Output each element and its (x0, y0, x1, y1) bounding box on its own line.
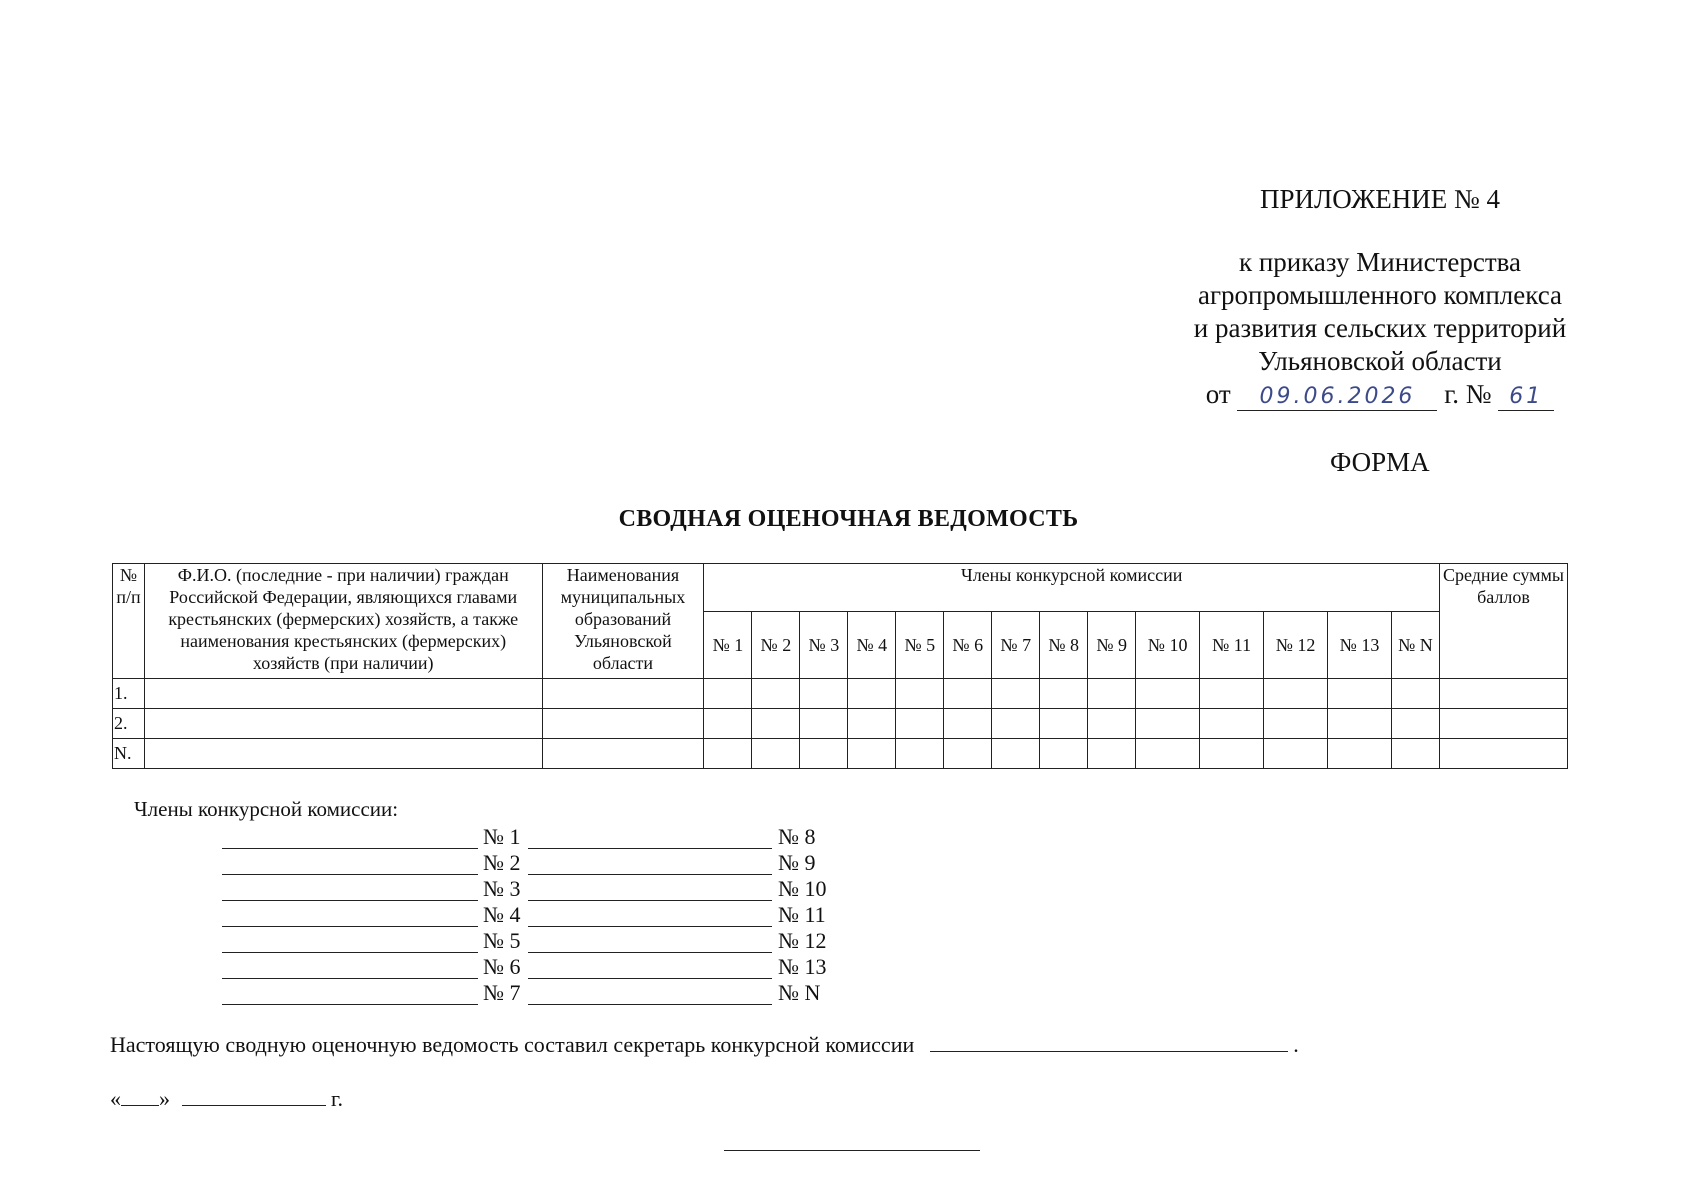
signature-line[interactable] (528, 848, 772, 849)
signature-member-label: № 6 (483, 954, 521, 979)
closing-line (724, 1150, 980, 1151)
appendix-title: ПРИЛОЖЕНИЕ № 4 (1259, 184, 1501, 214)
cell-score[interactable] (704, 708, 752, 738)
signature-line[interactable] (528, 978, 772, 979)
cell-score[interactable] (1040, 678, 1088, 708)
member-col-10: № 10 (1136, 612, 1200, 678)
member-col-13: № 13 (1328, 612, 1392, 678)
cell-score[interactable] (800, 708, 848, 738)
secretary-period: . (1293, 1032, 1299, 1057)
cell-score[interactable] (992, 738, 1040, 768)
cell-score[interactable] (848, 678, 896, 708)
date-quote-close: » (159, 1086, 170, 1111)
cell-score[interactable] (1391, 708, 1439, 738)
signature-member-label: № 2 (483, 850, 521, 875)
signature-member-label: № 8 (778, 824, 816, 849)
signature-member-label: № 10 (778, 876, 827, 901)
cell-score[interactable] (1136, 678, 1200, 708)
member-col-11: № 11 (1200, 612, 1264, 678)
cell-score[interactable] (944, 678, 992, 708)
signature-line[interactable] (222, 1004, 478, 1005)
signature-member-label: № 7 (483, 980, 521, 1005)
table-row (113, 678, 1568, 708)
signature-line[interactable] (528, 926, 772, 927)
cell-score[interactable] (752, 678, 800, 708)
cell-average[interactable] (1439, 678, 1567, 708)
signature-member-label: № 3 (483, 876, 521, 901)
row-number: N. (113, 738, 145, 768)
cell-score[interactable] (1391, 678, 1439, 708)
signature-line[interactable] (528, 952, 772, 953)
signature-member-label: № 1 (483, 824, 521, 849)
document-title: СВОДНАЯ ОЦЕНОЧНАЯ ВЕДОМОСТЬ (618, 506, 1079, 532)
date-blank (110, 1086, 343, 1112)
cell-score[interactable] (1264, 738, 1328, 768)
cell-score[interactable] (992, 678, 1040, 708)
cell-score[interactable] (1200, 708, 1264, 738)
header-num: № п/п (113, 564, 145, 679)
signature-line[interactable] (222, 952, 478, 953)
cell-score[interactable] (1264, 708, 1328, 738)
day-blank[interactable] (121, 1087, 159, 1106)
order-date-line (1180, 378, 1580, 411)
cell-score[interactable] (1040, 738, 1088, 768)
order-line-3: и развития сельских территорий (1193, 313, 1567, 343)
table-row (113, 738, 1568, 768)
cell-score[interactable] (896, 738, 944, 768)
cell-score[interactable] (1136, 738, 1200, 768)
order-line-2: агропромышленного комплекса (1198, 280, 1562, 310)
member-col-2: № 2 (752, 612, 800, 678)
signature-member-label: № 9 (778, 850, 816, 875)
member-col-12: № 12 (1264, 612, 1328, 678)
secretary-statement (110, 1032, 1299, 1058)
cell-fio[interactable] (144, 738, 542, 768)
signature-line[interactable] (528, 874, 772, 875)
secretary-text: Настоящую сводную оценочную ведомость составил секретарь конкурсной комиссии (110, 1032, 915, 1057)
row-number: 1. (113, 678, 145, 708)
cell-score[interactable] (1088, 738, 1136, 768)
cell-score[interactable] (1088, 708, 1136, 738)
header-commission-members: Члены конкурсной комиссии (704, 564, 1440, 612)
cell-score[interactable] (848, 708, 896, 738)
cell-average[interactable] (1439, 708, 1567, 738)
summary-table (112, 563, 1568, 769)
signature-line[interactable] (222, 978, 478, 979)
order-line-4: Ульяновской области (1258, 346, 1502, 376)
cell-score[interactable] (1200, 738, 1264, 768)
cell-score[interactable] (1328, 708, 1392, 738)
cell-score[interactable] (1328, 738, 1392, 768)
order-number-handwritten: 61 (1498, 384, 1554, 411)
row-number: 2. (113, 708, 145, 738)
member-col-9: № 9 (1088, 612, 1136, 678)
cell-average[interactable] (1439, 738, 1567, 768)
signature-member-label: № 13 (778, 954, 827, 979)
month-blank[interactable] (182, 1087, 326, 1106)
member-col-8: № 8 (1040, 612, 1088, 678)
cell-score[interactable] (752, 708, 800, 738)
cell-score[interactable] (800, 738, 848, 768)
signature-line[interactable] (222, 900, 478, 901)
cell-score[interactable] (1264, 678, 1328, 708)
number-prefix: г. № (1444, 379, 1492, 409)
cell-score[interactable] (992, 708, 1040, 738)
header-fio: Ф.И.О. (последние - при наличии) граждан Российской Федерации, являющихся главами крестьянских (фермерских) хозяйств, а также наименования крестьянских (фермерских) хозяйств (при наличии) (144, 564, 542, 679)
appendix-header (1180, 183, 1580, 411)
date-prefix: от (1205, 379, 1231, 409)
cell-score[interactable] (1136, 708, 1200, 738)
cell-score[interactable] (704, 678, 752, 708)
cell-score[interactable] (1088, 678, 1136, 708)
table-row (113, 708, 1568, 738)
signature-line[interactable] (222, 874, 478, 875)
header-municipality: Наименования муниципальных образований Ульяновской области (542, 564, 704, 679)
cell-score[interactable] (800, 678, 848, 708)
cell-score[interactable] (848, 738, 896, 768)
signature-line[interactable] (528, 1004, 772, 1005)
form-label: ФОРМА (1330, 447, 1430, 477)
cell-score[interactable] (944, 738, 992, 768)
header-average: Средние суммы баллов (1439, 564, 1567, 679)
member-col-n: № N (1391, 612, 1439, 678)
cell-score[interactable] (752, 738, 800, 768)
signature-member-label: № 5 (483, 928, 521, 953)
signatures-label: Члены конкурсной комиссии: (134, 797, 399, 821)
member-col-7: № 7 (992, 612, 1040, 678)
member-col-5: № 5 (896, 612, 944, 678)
order-line-1: к приказу Министерства (1238, 247, 1522, 277)
cell-fio[interactable] (144, 708, 542, 738)
cell-fio[interactable] (144, 678, 542, 708)
secretary-signature-line[interactable] (930, 1033, 1288, 1052)
cell-municipality[interactable] (542, 738, 704, 768)
member-col-3: № 3 (800, 612, 848, 678)
cell-score[interactable] (896, 678, 944, 708)
signature-line[interactable] (528, 900, 772, 901)
cell-score[interactable] (1040, 708, 1088, 738)
signature-member-label: № N (778, 980, 821, 1005)
cell-score[interactable] (1391, 738, 1439, 768)
cell-score[interactable] (896, 708, 944, 738)
cell-score[interactable] (1328, 678, 1392, 708)
cell-municipality[interactable] (542, 678, 704, 708)
signature-line[interactable] (222, 848, 478, 849)
signature-member-label: № 11 (778, 902, 826, 927)
member-col-4: № 4 (848, 612, 896, 678)
cell-municipality[interactable] (542, 708, 704, 738)
year-suffix: г. (331, 1086, 344, 1111)
order-date-handwritten: 09.06.2026 (1237, 384, 1437, 411)
signature-member-label: № 12 (778, 928, 827, 953)
member-col-6: № 6 (944, 612, 992, 678)
signature-member-label: № 4 (483, 902, 521, 927)
cell-score[interactable] (944, 708, 992, 738)
signature-line[interactable] (222, 926, 478, 927)
cell-score[interactable] (1200, 678, 1264, 708)
date-quote-open: « (110, 1086, 121, 1111)
cell-score[interactable] (704, 738, 752, 768)
member-col-1: № 1 (704, 612, 752, 678)
